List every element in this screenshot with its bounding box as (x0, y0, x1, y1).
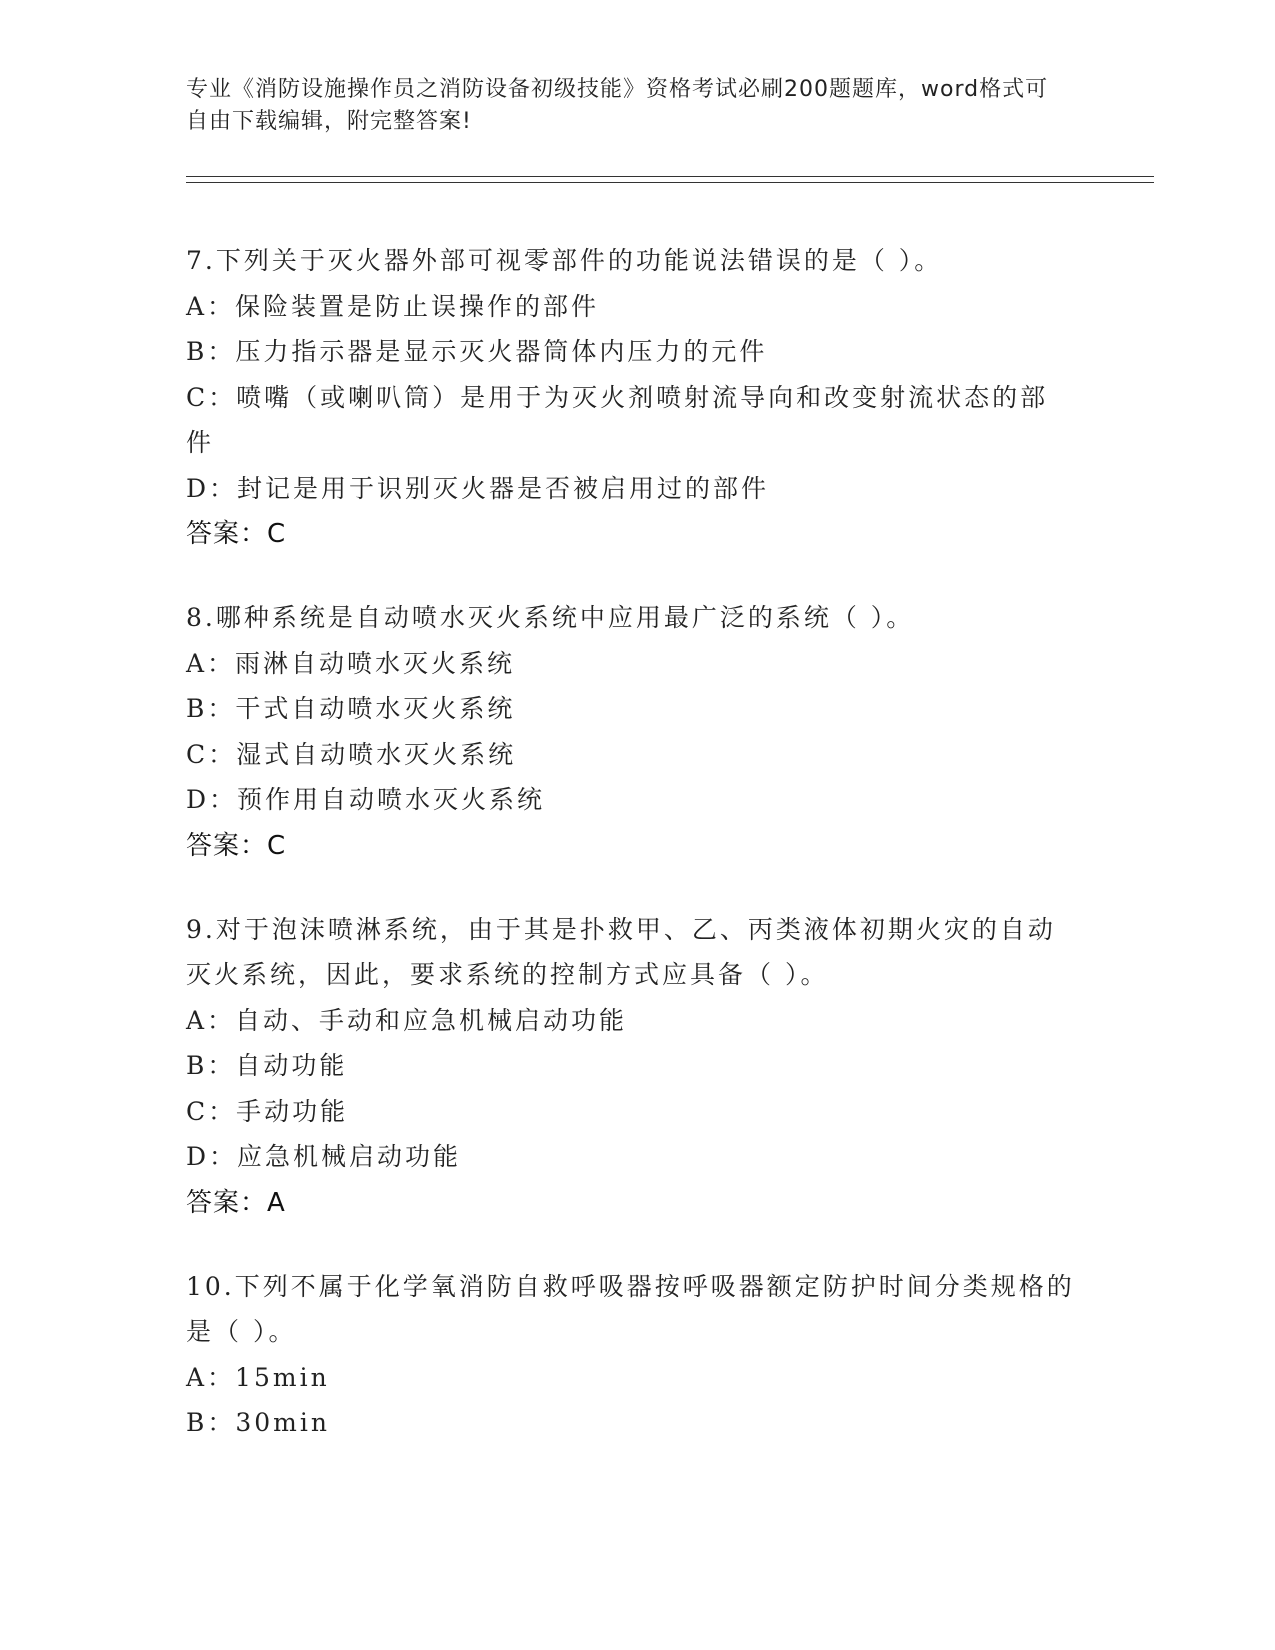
answer: 答案：C (186, 519, 287, 549)
question-8 (186, 595, 1076, 869)
option-a: A：保险装置是防止误操作的部件 (186, 291, 600, 321)
question-7 (186, 238, 1076, 557)
option-b: B：自动功能 (186, 1051, 348, 1080)
option-c: C：手动功能 (186, 1096, 349, 1126)
answer: 答案：A (186, 1187, 286, 1218)
question-9 (186, 907, 1076, 1226)
question-stem: 9.对于泡沫喷淋系统，由于其是扑救甲、乙、丙类液体初期火灾的自动灭火系统，因此，要求系统的控制方式应具备（ ）。 (186, 914, 1056, 989)
option-b: B：干式自动喷水灭火系统 (186, 694, 516, 723)
option-b: B：30min (186, 1408, 330, 1437)
option-c: C：湿式自动喷水灭火系统 (186, 739, 517, 769)
option-d: D：预作用自动喷水灭火系统 (186, 785, 546, 814)
option-a: A：雨淋自动喷水灭火系统 (186, 648, 516, 678)
answer: 答案：C (186, 830, 287, 861)
question-stem: 8.哪种系统是自动喷水灭火系统中应用最广泛的系统（ ）。 (186, 603, 915, 632)
option-c: C：喷嘴（或喇叭筒）是用于为灭火剂喷射流导向和改变射流状态的部件 (186, 382, 1049, 457)
header-divider-top (186, 176, 1154, 177)
option-d: D：封记是用于识别灭火器是否被启用过的部件 (186, 473, 770, 503)
question-10 (186, 1264, 1076, 1446)
option-b: B：压力指示器是显示灭火器筒体内压力的元件 (186, 337, 768, 366)
question-stem: 10.下列不属于化学氧消防自救呼吸器按呼吸器额定防护时间分类规格的是（ ）。 (186, 1271, 1075, 1346)
question-list (186, 238, 1076, 1484)
header-divider-bottom (186, 182, 1154, 183)
question-stem: 7.下列关于灭火器外部可视零部件的功能说法错误的是（ ）。 (186, 246, 943, 275)
option-a: A：自动、手动和应急机械启动功能 (186, 1005, 628, 1035)
option-d: D：应急机械启动功能 (186, 1142, 462, 1171)
option-a: A：15min (186, 1362, 330, 1392)
document-header: 专业《消防设施操作员之消防设备初级技能》资格考试必刷200题题库，word格式可自由下载编辑，附完整答案! (186, 77, 1049, 134)
